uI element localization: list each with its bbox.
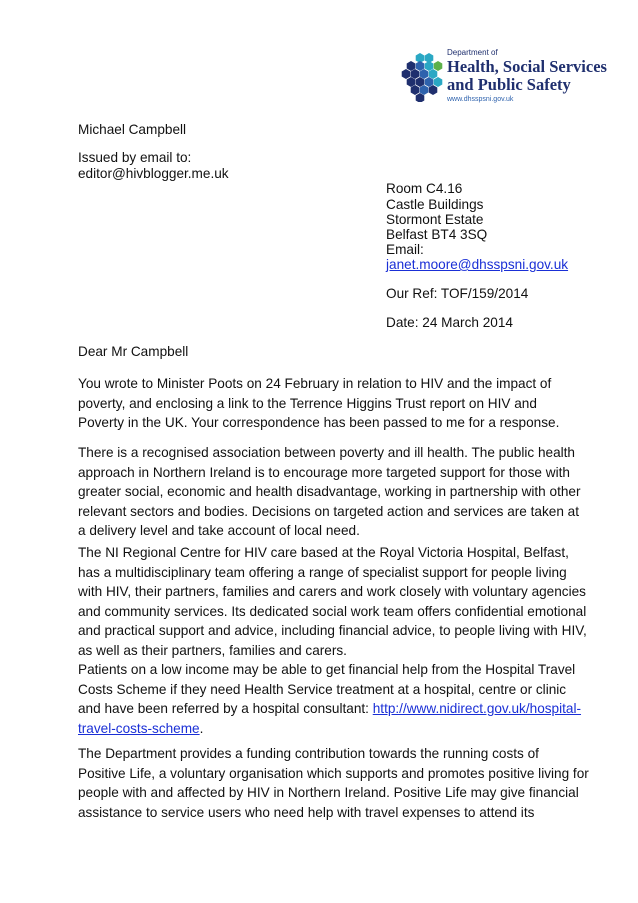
logo-hexagon bbox=[425, 61, 434, 71]
paragraph-line: Poverty in the UK. Your correspondence has been passed to me for a response. bbox=[78, 415, 560, 430]
paragraph-line: as well as their partners, families and carers. bbox=[78, 642, 347, 658]
paragraph-line: poverty, and enclosing a link to the Terrence Higgins Trust report on HIV and bbox=[78, 395, 537, 411]
logo-hexagon bbox=[416, 61, 425, 71]
salutation: Dear Mr Campbell bbox=[78, 344, 189, 359]
logo-text bbox=[447, 48, 607, 106]
logo-name-line2: and Public Safety bbox=[447, 75, 571, 94]
paragraph-line: and practical support and advice, including financial advice, to people living with HIV, bbox=[78, 623, 587, 638]
paragraph-5 bbox=[78, 744, 589, 822]
logo-hexagon bbox=[434, 77, 443, 87]
address-estate: Stormont Estate bbox=[386, 212, 484, 227]
paragraph-line: relevant sectors and bodies. Decisions on targeted action and services are taken at bbox=[78, 503, 579, 519]
paragraph-line: approach in Northern Ireland is to encourage more targeted support for those with bbox=[78, 464, 570, 480]
paragraph-1 bbox=[78, 374, 563, 433]
paragraph-2 bbox=[78, 443, 581, 541]
logo-hexagon bbox=[411, 85, 420, 95]
paragraph-line: assistance to service users who need help with travel expenses to attend its bbox=[78, 804, 535, 820]
paragraph-text: . bbox=[199, 720, 204, 736]
paragraph-line: a delivery level and take account of local need. bbox=[78, 523, 360, 538]
logo-hexagon bbox=[407, 77, 416, 87]
paragraph-line: Patients on a low income may be able to get financial help from the Hospital Travel bbox=[78, 662, 576, 677]
paragraph-line: Costs Scheme if they need Health Service treatment at a hospital, centre or clinic bbox=[78, 681, 567, 697]
paragraph-line: and community services. Its dedicated social work team offers confidential emotional bbox=[78, 603, 587, 619]
recipient-email: editor@hivblogger.me.uk bbox=[78, 166, 229, 181]
hospital-travel-link-part2[interactable]: travel-costs-scheme bbox=[78, 720, 200, 736]
issued-by-line: Issued by email to: bbox=[78, 150, 192, 165]
paragraph-line: The NI Regional Centre for HIV care based at the Royal Victoria Hospital, Belfast, bbox=[78, 545, 569, 560]
logo-name-line1: Health, Social Services bbox=[447, 57, 607, 76]
logo-hexagon bbox=[402, 69, 411, 79]
logo-hexagon bbox=[420, 69, 429, 79]
paragraph-text: and have been referred by a hospital consultant: bbox=[78, 701, 373, 716]
paragraph-4 bbox=[78, 660, 582, 738]
paragraph-line: Positive Life, a voluntary organisation which supports and promotes positive living for bbox=[78, 765, 589, 781]
logo-website: www.dhsspsni.gov.uk bbox=[447, 96, 514, 103]
logo-hexagon bbox=[425, 77, 434, 87]
paragraph-line: greater social, economic and health disadvantage, working in partnership with other bbox=[78, 484, 581, 499]
address-building: Castle Buildings bbox=[386, 197, 484, 212]
paragraph-line bbox=[78, 699, 582, 719]
logo-hexagon bbox=[429, 69, 438, 79]
paragraph-3 bbox=[78, 543, 587, 660]
logo-hexagon bbox=[429, 85, 438, 95]
paragraph-line: There is a recognised association between poverty and ill health. The public health bbox=[78, 445, 575, 460]
our-ref: Our Ref: TOF/159/2014 bbox=[386, 286, 529, 301]
logo-hexagon bbox=[411, 69, 420, 79]
recipient-name: Michael Campbell bbox=[78, 122, 187, 137]
email-label: Email: bbox=[386, 242, 424, 257]
logo-department-of: Department of bbox=[447, 48, 498, 57]
logo-hexagon bbox=[420, 85, 429, 95]
paragraph-line: You wrote to Minister Poots on 24 February in relation to HIV and the impact of bbox=[78, 376, 552, 391]
logo-hexagon bbox=[416, 77, 425, 87]
sender-email-link[interactable]: janet.moore@dhsspsni.gov.uk bbox=[386, 257, 569, 272]
paragraph-line: people with and affected by HIV in Northern Ireland. Positive Life may give financial bbox=[78, 785, 579, 800]
letter-date: Date: 24 March 2014 bbox=[386, 315, 513, 330]
paragraph-line bbox=[78, 719, 563, 739]
address-city-postcode: Belfast BT4 3SQ bbox=[386, 227, 488, 242]
hexagon-cluster-icon bbox=[397, 52, 443, 102]
paragraph-line: The Department provides a funding contribution towards the running costs of bbox=[78, 746, 539, 761]
paragraph-line: has a multidisciplinary team offering a range of specialist support for people living bbox=[78, 564, 567, 580]
logo-hexagon bbox=[434, 61, 443, 71]
logo-hexagon bbox=[407, 61, 416, 71]
hospital-travel-link-part1[interactable]: http://www.nidirect.gov.uk/hospital- bbox=[372, 701, 582, 716]
dhssps-logo bbox=[397, 48, 622, 110]
address-room: Room C4.16 bbox=[386, 181, 463, 196]
paragraph-line: with HIV, their partners, families and carers and work closely with voluntary agencies bbox=[78, 584, 586, 599]
